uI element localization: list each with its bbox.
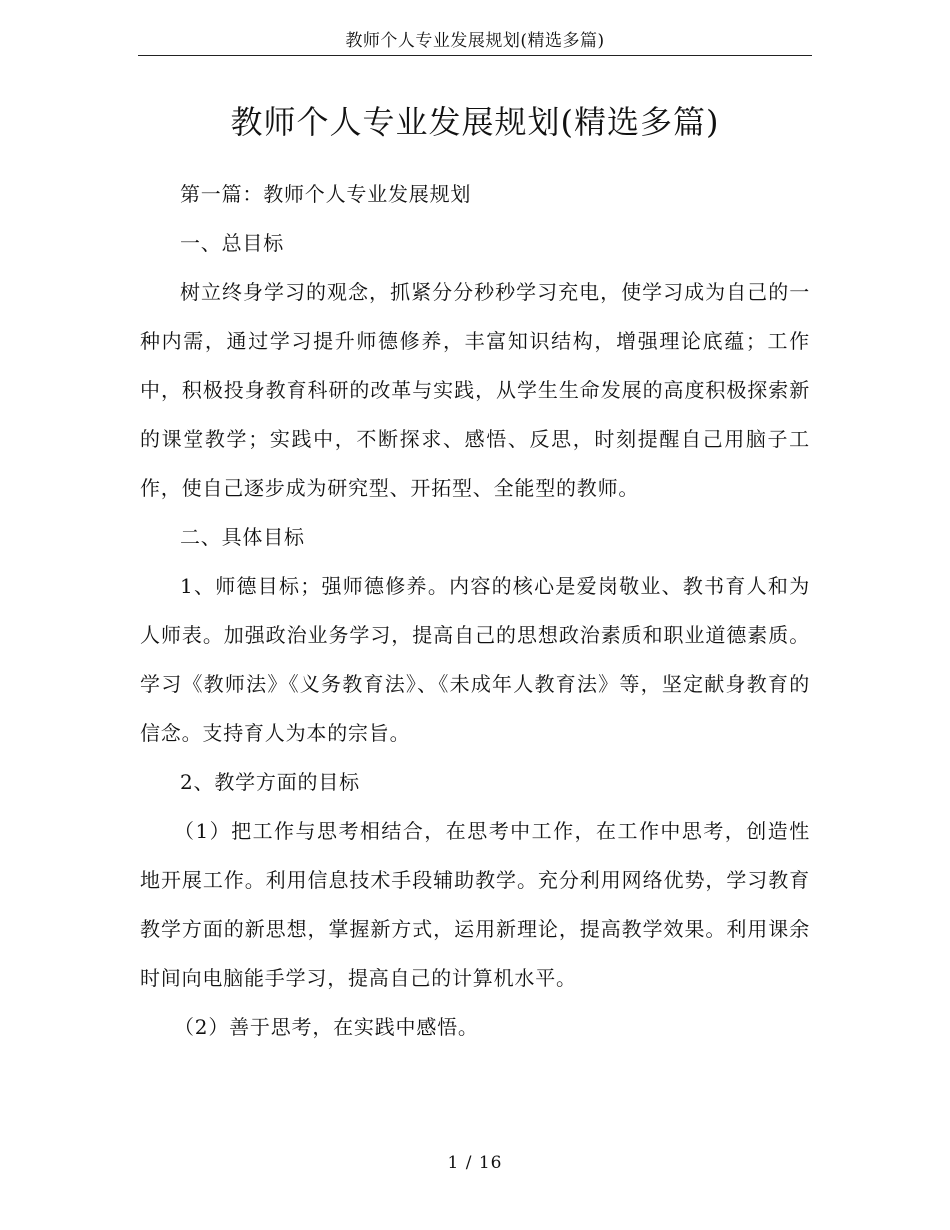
header-divider bbox=[138, 55, 812, 56]
heading-specific-goals: 二、具体目标 bbox=[180, 525, 305, 549]
running-header: 教师个人专业发展规划(精选多篇) bbox=[345, 31, 605, 51]
document-title: 教师个人专业发展规划(精选多篇) bbox=[230, 103, 720, 141]
paragraph-overall-goal: 树立终身学习的观念，抓紧分分秒秒学习充电，使学习成为自己的一种内需，通过学习提升师德修养，丰富知识结构，增强理论底蕴；工作中，积极投身教育科研的改革与实践，从学生生命发展的高度积极探索新的课堂教学；实践中，不断探求、感悟、反思，时刻提醒自己用脑子工作，使自己逐步成为研究型、开拓型、全能型的教师。 bbox=[140, 280, 810, 500]
section-heading-part-one: 第一篇：教师个人专业发展规划 bbox=[180, 182, 472, 206]
document-body bbox=[140, 170, 810, 1052]
heading-overall-goal: 一、总目标 bbox=[180, 231, 284, 255]
paragraph-ethics-goal: 1、师德目标；强师德修养。内容的核心是爱岗敬业、教书育人和为人师表。加强政治业务学习，提高自己的思想政治素质和职业道德素质。学习《教师法》《义务教育法》、《未成年人教育法》等，坚定献身教育的信念。支持育人为本的宗旨。 bbox=[140, 574, 810, 745]
heading-teaching-goals: 2、教学方面的目标 bbox=[180, 770, 360, 794]
paragraph-teaching-item-1: （1）把工作与思考相结合，在思考中工作，在工作中思考，创造性地开展工作。利用信息技术手段辅助教学。充分利用网络优势，学习教育教学方面的新思想，掌握新方式，运用新理论，提高教学效果。利用课余时间向电脑能手学习，提高自己的计算机水平。 bbox=[140, 819, 810, 990]
paragraph-teaching-item-2: （2）善于思考，在实践中感悟。 bbox=[174, 1015, 479, 1039]
page-indicator: 1 / 16 bbox=[447, 1153, 503, 1173]
